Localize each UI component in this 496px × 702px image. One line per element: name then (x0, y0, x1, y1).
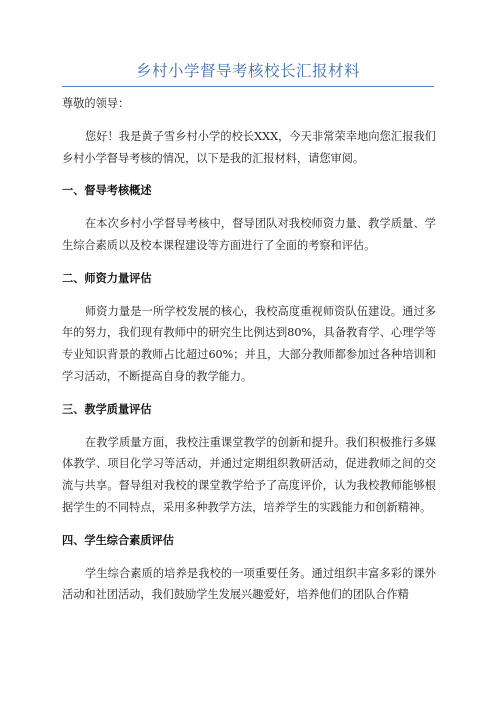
intro-paragraph: 您好！我是黄子雪乡村小学的校长XXX，今天非常荣幸地向您汇报我们乡村小学督导考核的情况，以下是我的汇报材料，请您审阅。 (62, 129, 436, 165)
section-text-teachers: 师资力量是一所学校发展的核心，我校高度重视师资队伍建设。通过多年的努力，我们现有教师中的研究生比例达到80%，具备教育学、心理学等专业知识背景的教师占比超过60%；并且，大部分教师都参加过各种培训和学习活动，不断提高自身的教学能力。 (62, 304, 436, 383)
greeting: 尊敬的领导： (62, 97, 130, 110)
section-heading-teaching-quality: 三、教学质量评估 (62, 402, 152, 416)
section-text-teaching-quality: 在教学质量方面，我校注重课堂教学的创新和提升。我们积极推行多媒体教学、项目化学习等活动，并通过定期组织教研活动，促进教师之间的交流与共享。督导组对我校的课堂教学给予了高度评价，认为我校教师能够根据学生的不同特点，采用多种教学方法，培养学生的实践能力和创新精神。 (62, 435, 436, 514)
section-heading-student-quality: 四、学生综合素质评估 (62, 533, 174, 547)
title-divider (62, 86, 434, 87)
section-heading-overview: 一、督导考核概述 (62, 184, 152, 198)
section-text-student-quality: 学生综合素质的培养是我校的一项重要任务。通过组织丰富多彩的课外活动和社团活动，我们鼓励学生发展兴趣爱好，培养他们的团队合作精 (62, 566, 436, 602)
document-title: 乡村小学督导考核校长汇报材料 (135, 62, 360, 80)
section-text-overview: 在本次乡村小学督导考核中，督导团队对我校师资力量、教学质量、学生综合素质以及校本课程建设等方面进行了全面的考察和评估。 (62, 217, 436, 252)
document-body (62, 93, 436, 617)
section-heading-teachers: 二、师资力量评估 (62, 271, 152, 285)
